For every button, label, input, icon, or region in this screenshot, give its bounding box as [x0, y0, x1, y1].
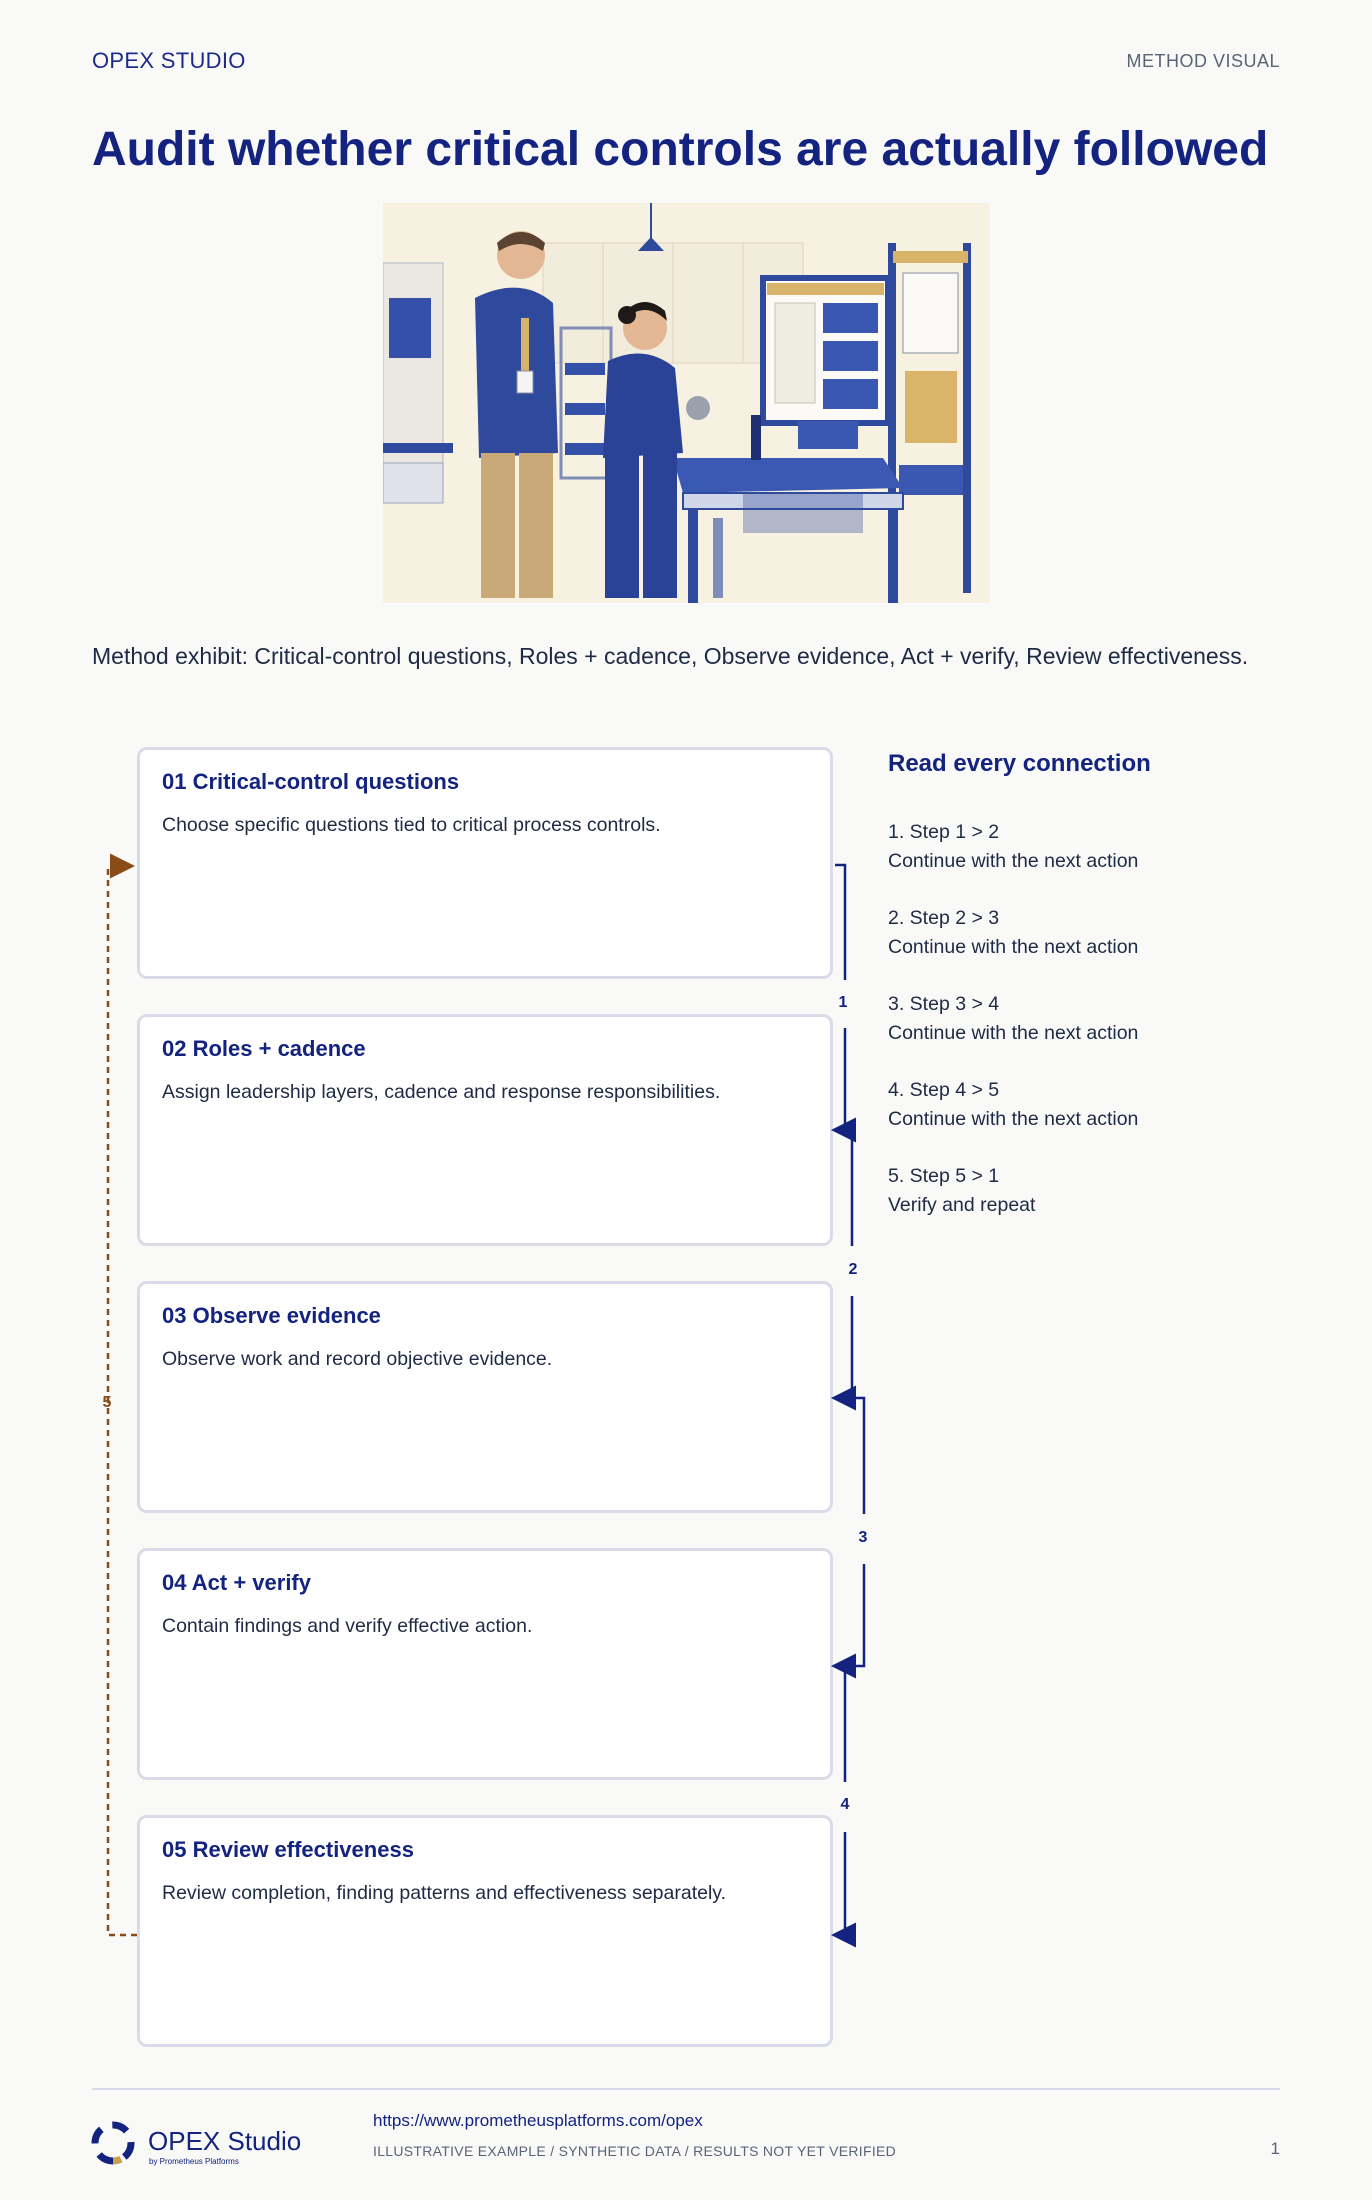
connector-label-4: 4: [840, 1796, 850, 1813]
step-title: 02 Roles + cadence: [162, 1036, 366, 1061]
connection-note: Continue with the next action: [888, 1108, 1139, 1130]
section-tag: METHOD VISUAL: [1126, 51, 1280, 71]
step-description: Review completion, finding patterns and effectiveness separately.: [162, 1882, 727, 1904]
connector-5-1-loop: [108, 866, 137, 1935]
connector-label-1: 1: [838, 994, 848, 1011]
connector-3-4: [836, 1296, 864, 1514]
page-title: Audit whether critical controls are actually followed: [92, 123, 1269, 176]
connection-item-2: [888, 904, 1138, 962]
connection-note: Continue with the next action: [888, 936, 1139, 958]
connection-step: 5. Step 5 > 1: [888, 1165, 1000, 1187]
footer-logo-subtitle: by Prometheus Platforms: [149, 2157, 239, 2166]
connection-step: 4. Step 4 > 5: [888, 1079, 1000, 1101]
step-title: 04 Act + verify: [162, 1570, 311, 1595]
step-title: 01 Critical-control questions: [162, 769, 460, 794]
connection-note: Continue with the next action: [888, 850, 1139, 872]
connection-item-3: [888, 990, 1138, 1048]
connection-step: 2. Step 2 > 3: [888, 907, 1000, 929]
connection-item-4: [888, 1076, 1138, 1134]
connection-item-1: [888, 818, 1138, 876]
footer-divider: [92, 2088, 1280, 2090]
connector-4-5: [836, 1564, 864, 1935]
method-summary: Method exhibit: Critical-control questions, Roles + cadence, Observe evidence, Act + verify, Review effectiveness.: [92, 643, 1249, 669]
connection-step: 3. Step 3 > 4: [888, 993, 1000, 1015]
footer-logo-name: OPEX Studio: [148, 2126, 302, 2156]
page-number: 1: [1270, 2139, 1280, 2158]
step-title: 05 Review effectiveness: [162, 1837, 414, 1862]
step-description: Observe work and record objective evidence.: [162, 1348, 553, 1370]
step-description: Contain findings and verify effective action.: [162, 1615, 533, 1637]
step-title: 03 Observe evidence: [162, 1303, 381, 1328]
connector-label-2: 2: [848, 1261, 858, 1278]
connector-label-5: 5: [102, 1394, 112, 1411]
connections-heading: Read every connection: [888, 750, 1151, 777]
connection-note: Continue with the next action: [888, 1022, 1139, 1044]
step-description: Assign leadership layers, cadence and response responsibilities.: [162, 1081, 721, 1103]
opex-logo-icon: [90, 2120, 136, 2166]
footer-url-link[interactable]: https://www.prometheusplatforms.com/opex: [373, 2111, 703, 2130]
connector-label-3: 3: [858, 1529, 868, 1546]
footer-disclaimer: ILLUSTRATIVE EXAMPLE / SYNTHETIC DATA / RESULTS NOT YET VERIFIED: [373, 2143, 897, 2159]
connection-step: 1. Step 1 > 2: [888, 821, 1000, 843]
connection-note: Verify and repeat: [888, 1194, 1036, 1216]
connection-item-5: [888, 1162, 1035, 1220]
connector-1-2: [835, 865, 845, 980]
brand-label: OPEX STUDIO: [92, 48, 246, 73]
connector-2-3: [836, 1028, 852, 1246]
step-description: Choose specific questions tied to critical process controls.: [162, 814, 661, 836]
